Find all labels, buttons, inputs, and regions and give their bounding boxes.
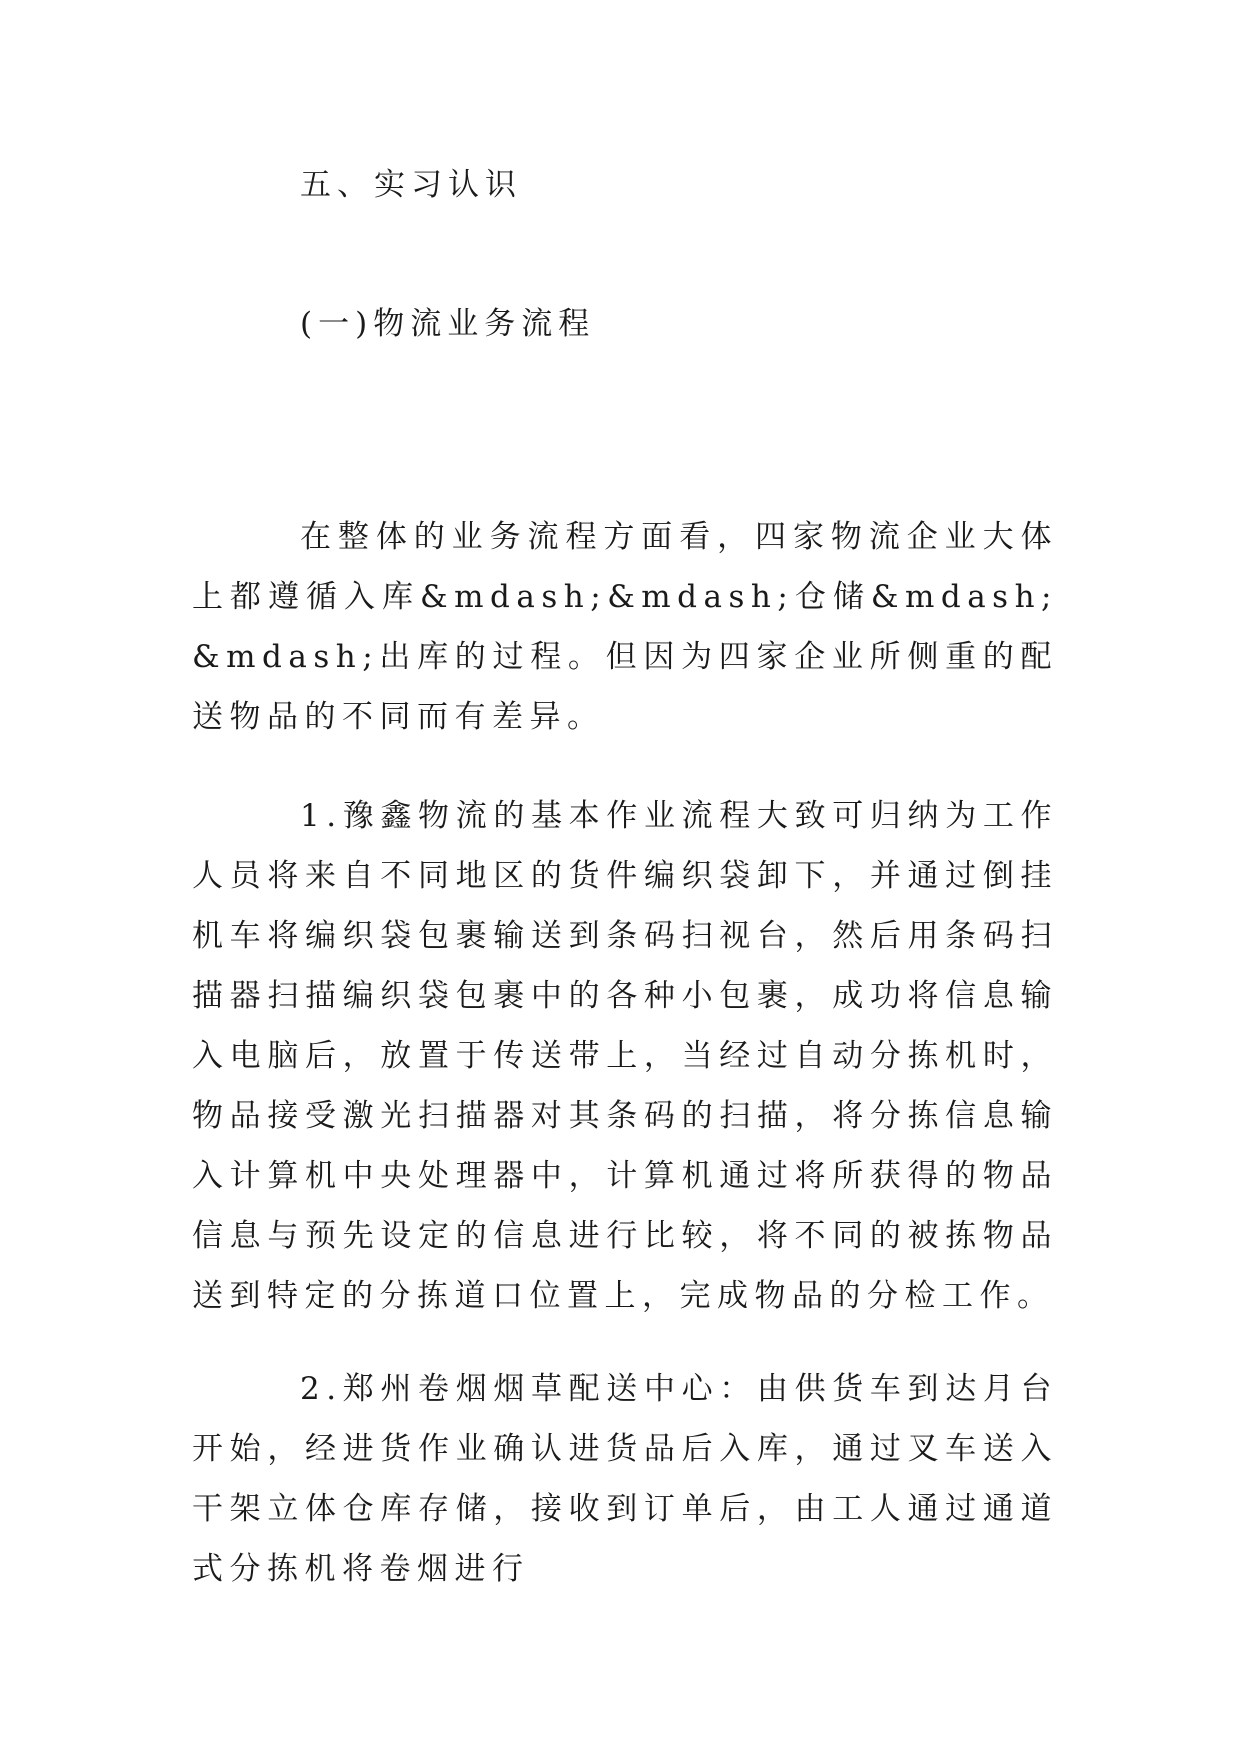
section-heading: 五、实习认识 [300, 167, 522, 203]
subsection-heading: (一)物流业务流程 [300, 306, 596, 342]
paragraph-yuxin-logistics: 1.豫鑫物流的基本作业流程大致可归纳为工作人员将来自不同地区的货件编织袋卸下，并通过倒挂机车将编织袋包裹输送到条码扫视台，然后用条码扫描器扫描编织袋包裹中的各种小包裹，成功将信息输入电脑后，放置于传送带上，当经过自动分拣机时，物品接受激光扫描器对其条码的扫描，将分拣信息输入计算机中央处理器中，计算机通过将所获得的物品信息与预先设定的信息进行比较，将不同的被拣物品送到特定的分拣道口位置上，完成物品的分检工作。 [192, 798, 1058, 1314]
paragraph-zhengzhou-tobacco: 2.郑州卷烟烟草配送中心：由供货车到达月台开始，经进货作业确认进货品后入库，通过叉车送入干架立体仓库存储，接收到订单后，由工人通过通道式分拣机将卷烟进行 [192, 1371, 1058, 1587]
paragraph-overview: 在整体的业务流程方面看，四家物流企业大体上都遵循入库&mdash;&mdash;仓储&mdash;&mdash;出库的过程。但因为四家企业所侧重的配送物品的不同而有差异。 [192, 519, 1058, 735]
